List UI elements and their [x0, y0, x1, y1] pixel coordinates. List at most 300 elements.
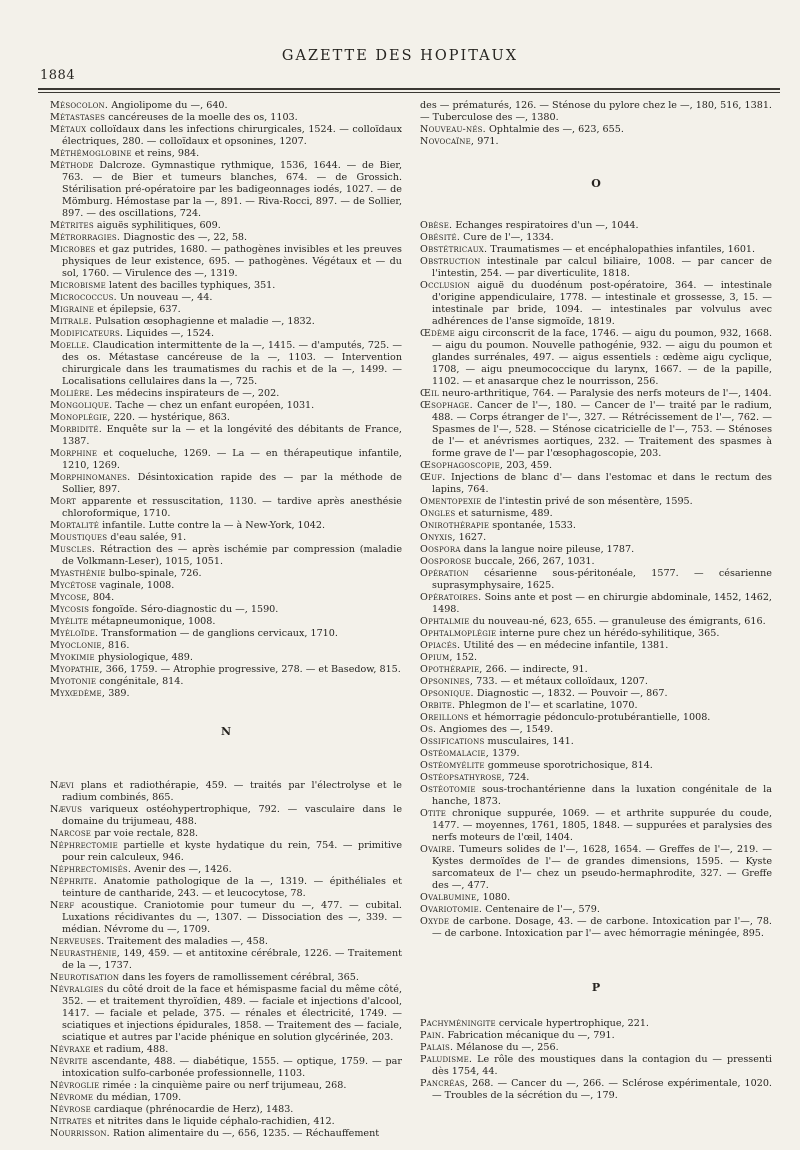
index-entry	[420, 652, 772, 664]
entry-text: aigu circonscrit de la face, 1746. — aigu du poumon, 932, 1668. — aigu du poumon. Nouvelle pathogénie, 932. — aigu du poumon et glandes surrénales, 497. — aigus essentiels : œdème aigu cyclique, 1708, — aigu pneumococcique du larynx, 1667. — de la papille, 1102. — et anasarque chez le nourrisson, 256.	[432, 328, 772, 387]
entry-text: aiguës syphilitiques, 609.	[96, 220, 221, 231]
entry-headword: Ongles	[420, 508, 456, 519]
index-entry	[50, 1080, 402, 1092]
index-entry	[420, 808, 772, 844]
entry-text: 1080.	[482, 892, 511, 903]
entry-text: Tumeurs solides de l'—, 1628, 1654. — Greffes de l'—, 219. — Kystes dermoïdes de l'— de grandes dimensions, 1595. — Kyste sarcomateux de l'— chez un pseudo-hermaphrodite, 327. — Greffe des —, 477.	[432, 844, 772, 891]
index-entry	[50, 972, 402, 984]
entry-headword: Myxœdème,	[50, 688, 106, 699]
header-rule-thin	[38, 92, 780, 93]
index-entry	[50, 664, 402, 676]
entry-headword: Myopathie,	[50, 664, 103, 675]
entry-text: spontanée, 1533.	[492, 520, 576, 531]
entry-text: métapneumonique, 1008.	[91, 616, 216, 627]
index-entry	[420, 592, 772, 616]
index-entry	[50, 1044, 402, 1056]
entry-headword: Pancréas,	[420, 1078, 469, 1089]
entry-text: des — prématurés, 126. — Sténose du pylore chez le —, 180, 516, 1381. — Tuberculose des —, 1380.	[420, 100, 772, 123]
entry-text: interne pure chez un hérédo-syhilitique, 365.	[499, 628, 720, 639]
entry-text: du côté droit de la face et hémispasme facial du même côté, 352. — et traitement thyroïdien, 489. — faciale et injections d'alcool, 1417. — faciale et pelade, 375. — rénales et électricité, 1749. — sciatiques et injections épidurales, 1858. — Traitement des — faciale, sciatique et autres par l'acide phénique en solution glycérinée, 203.	[62, 984, 402, 1043]
entry-text: fongoïde. Séro-diagnostic du —, 1590.	[92, 604, 279, 615]
entry-text: Ration alimentaire du —, 656, 1235. — Réchauffement	[112, 1128, 380, 1139]
entry-headword: Névroglie	[50, 1080, 100, 1091]
entry-headword: Opération	[420, 568, 469, 579]
index-entry	[50, 160, 402, 220]
entry-headword: Ostéotomie	[420, 784, 476, 795]
entry-text: Ophtalmie des —, 623, 655.	[488, 124, 624, 135]
index-entry	[50, 592, 402, 604]
index-entry	[420, 124, 772, 136]
entry-text: 152.	[455, 652, 478, 663]
index-entry	[420, 544, 772, 556]
entry-headword: Morphinomanes.	[50, 472, 131, 483]
section-letter-n: N	[220, 725, 232, 738]
entry-headword: Otite	[420, 808, 447, 819]
index-entry	[420, 628, 772, 640]
index-entry	[420, 1030, 772, 1042]
entry-headword: Œsophage.	[420, 400, 473, 411]
entry-headword: Oospora	[420, 544, 461, 555]
entry-headword: Monoplégie,	[50, 412, 111, 423]
index-entry	[420, 1018, 772, 1030]
entry-headword: Neurotisation	[50, 972, 120, 983]
index-entry	[50, 984, 402, 1044]
entry-text: congénitale, 814.	[99, 676, 184, 687]
entry-headword: Méthémoglobine	[50, 148, 132, 159]
entry-text: Enquête sur la — et la longévité des débitants de France, 1387.	[62, 424, 402, 447]
entry-text: colloïdaux dans les infections chirurgicales, 1524. — colloïdaux électriques, 280. — colloïdaux et opsonines, 1207.	[62, 124, 402, 147]
index-entry	[420, 1078, 772, 1102]
index-entry	[420, 256, 772, 280]
entry-headword: Œsophagoscopie,	[420, 460, 504, 471]
entry-text: et saturnisme, 489.	[458, 508, 553, 519]
entry-text: du médian, 1709.	[96, 1092, 182, 1103]
entry-headword: Onyxis,	[420, 532, 456, 543]
entry-headword: Neurasthénie,	[50, 948, 121, 959]
entry-headword: Moustiques	[50, 532, 108, 543]
entry-headword: Os.	[420, 724, 437, 735]
index-entry	[420, 328, 772, 388]
entry-headword: Nævus	[50, 804, 83, 815]
entry-text: 220. — hystérique, 863.	[113, 412, 230, 423]
entry-headword: Micrococcus.	[50, 292, 117, 303]
index-entry	[50, 1128, 402, 1140]
index-entry	[50, 936, 402, 948]
index-entry	[50, 876, 402, 900]
entry-text: et hémorragie pédonculo-protubérantielle, 1008.	[471, 712, 711, 723]
entry-headword: Molière.	[50, 388, 94, 399]
index-entry	[50, 232, 402, 244]
index-entry	[420, 712, 772, 724]
index-entry	[50, 520, 402, 532]
entry-headword: Ostéomyélite	[420, 760, 485, 771]
entry-headword: Métaux	[50, 124, 87, 135]
entry-text: 1379.	[492, 748, 520, 759]
entry-headword: Opératoires.	[420, 592, 482, 603]
index-entry	[50, 148, 402, 160]
entry-headword: Métrorragies.	[50, 232, 121, 243]
index-entry	[50, 472, 402, 496]
entry-headword: Moelle.	[50, 340, 90, 351]
entry-headword: Ostéopsathyrose,	[420, 772, 505, 783]
entry-text: Angiomes des —, 1549.	[439, 724, 554, 735]
entry-headword: Opsonines,	[420, 676, 474, 687]
index-entry	[420, 640, 772, 652]
entry-text: variqueux ostéohypertrophique, 792. — vasculaire dans le domaine du trijumeau, 488.	[62, 804, 402, 827]
entry-headword: Œdème	[420, 328, 455, 339]
entry-text: Phlegmon de l'— et scarlatine, 1070.	[458, 700, 638, 711]
entry-text: intestinale par calcul biliaire, 1008. — par cancer de l'intestin, 254. — par diverticulite, 1818.	[432, 256, 772, 279]
entry-text: Diagnostic —, 1832. — Pouvoir —, 867.	[476, 688, 668, 699]
index-entry	[420, 232, 772, 244]
entry-text: Tache — chez un enfant européen, 1031.	[115, 400, 315, 411]
index-entry	[50, 652, 402, 664]
index-entry	[420, 508, 772, 520]
entry-headword: Œuf.	[420, 472, 446, 483]
entry-text: Centenaire de l'—, 579.	[485, 904, 600, 915]
entry-headword: Mycétose	[50, 580, 97, 591]
entry-text: Anatomie pathologique de la —, 1319. — épithéliales et teinture de cantharide, 243. — et leucocytose, 78.	[62, 876, 402, 899]
entry-headword: Opium,	[420, 652, 453, 663]
entry-headword: Ossifications	[420, 736, 485, 747]
index-entry	[420, 136, 772, 148]
right-column	[420, 100, 772, 1102]
entry-headword: Occlusion	[420, 280, 470, 291]
index-entry	[50, 780, 402, 804]
entry-text: Le rôle des moustiques dans la contagion du — pressenti dès 1754, 44.	[432, 1054, 772, 1077]
entry-headword: Mortalité	[50, 520, 100, 531]
index-entry	[50, 544, 402, 568]
index-entry	[50, 424, 402, 448]
section-letter-p: P	[591, 981, 601, 994]
entry-text: Injections de blanc d'— dans l'estomac et dans le rectum des lapins, 764.	[432, 472, 772, 495]
entry-headword: Nouveau-nés.	[420, 124, 486, 135]
entry-headword: Ovaire.	[420, 844, 456, 855]
entry-headword: Microbes	[50, 244, 96, 255]
entry-text: et reins, 984.	[134, 148, 200, 159]
entry-headword: Omentopexie	[420, 496, 482, 507]
index-entry	[50, 1104, 402, 1116]
entry-text: et coqueluche, 1269. — La — en thérapeutique infantile, 1210, 1269.	[62, 448, 402, 471]
entry-headword: Paludisme.	[420, 1054, 473, 1065]
index-entry	[50, 112, 402, 124]
entry-text: Rétraction des — après ischémie par compression (maladie de Volkmann-Leser), 1015, 1051.	[62, 544, 402, 567]
entry-headword: Obèse.	[420, 220, 453, 231]
entry-headword: Névrite	[50, 1056, 88, 1067]
entry-text: rimée : la cinquième paire ou nerf trijumeau, 268.	[102, 1080, 347, 1091]
page-number: 1884	[40, 68, 76, 83]
entry-headword: Névralgies	[50, 984, 104, 995]
entry-headword: Migraine	[50, 304, 95, 315]
entry-headword: Ovalbumine,	[420, 892, 480, 903]
index-entry	[420, 688, 772, 700]
entry-headword: Myéloïde.	[50, 628, 99, 639]
entry-headword: Mycose,	[50, 592, 90, 603]
index-entry	[420, 724, 772, 736]
entry-headword: Mitrale.	[50, 316, 92, 327]
index-entry	[50, 840, 402, 864]
index-entry	[420, 772, 772, 784]
entry-text: aiguë du duodénum post-opératoire, 364. — intestinale d'origine appendiculaire, 1778. — intestinale et grossesse, 3, 15. — intestinale par bride, 1094. — intestinales par volvulus avec adhérences de l'anse sigmoïde, 1819.	[432, 280, 772, 327]
entry-headword: Myokimie	[50, 652, 95, 663]
left-column	[50, 100, 402, 1140]
entry-headword: Œil	[420, 388, 439, 399]
entry-headword: Nerf	[50, 900, 75, 911]
index-entry	[420, 400, 772, 460]
index-entry	[420, 736, 772, 748]
entry-text: Pulsation œsophagienne et maladie —, 1832.	[95, 316, 315, 327]
index-entry	[50, 448, 402, 472]
entry-text: infantile. Lutte contre la — à New-York, 1042.	[102, 520, 326, 531]
entry-text: d'eau salée, 91.	[110, 532, 187, 543]
entry-headword: Névraxe	[50, 1044, 91, 1055]
entry-headword: Myélite	[50, 616, 89, 627]
index-entry	[50, 804, 402, 828]
entry-headword: Nourrisson.	[50, 1128, 110, 1139]
entry-text: Diagnostic des —, 22, 58.	[123, 232, 248, 243]
entry-text: Les médecins inspirateurs de —, 202.	[96, 388, 280, 399]
section-letter-o: O	[591, 177, 601, 190]
entry-headword: Néphrectomie	[50, 840, 118, 851]
entry-text: par voie rectale, 828.	[94, 828, 199, 839]
index-entry	[50, 412, 402, 424]
entry-text: et gaz putrides, 1680. — pathogènes invisibles et les preuves physiques de leur existence, 695. — pathogènes. Végétaux et — du sol, 1760. — Virulence des —, 1319.	[62, 244, 402, 279]
entry-headword: Oosporose	[420, 556, 472, 567]
entry-headword: Méthode	[50, 160, 94, 171]
entry-text: 724.	[507, 772, 530, 783]
index-entry	[50, 316, 402, 328]
index-entry	[50, 400, 402, 412]
entry-text: Transformation — de ganglions cervicaux, 1710.	[101, 628, 338, 639]
entry-headword: Ovariotomie.	[420, 904, 483, 915]
entry-headword: Opsonique.	[420, 688, 474, 699]
entry-headword: Muscles.	[50, 544, 96, 555]
entry-text: 266. — indirecte, 91.	[485, 664, 588, 675]
entry-headword: Mort	[50, 496, 77, 507]
entry-text: partielle et kyste hydatique du rein, 754. — primitive pour rein calculeux, 946.	[62, 840, 402, 863]
index-entry	[50, 864, 402, 876]
entry-headword: Ophtalmie	[420, 616, 470, 627]
entry-headword: Onirothérapie	[420, 520, 490, 531]
entry-text: Traitement des maladies —, 458.	[107, 936, 268, 947]
index-entry	[420, 556, 772, 568]
entry-text: neuro-arthritique, 764. — Paralysie des nerfs moteurs de l'—, 1404.	[442, 388, 772, 399]
entry-headword: Orbite.	[420, 700, 456, 711]
entry-headword: Mésocolon.	[50, 100, 109, 111]
entry-headword: Nerveuses.	[50, 936, 105, 947]
index-entry	[50, 244, 402, 280]
entry-headword: Nitrates	[50, 1116, 92, 1127]
index-entry	[50, 280, 402, 292]
entry-headword: Mycosis	[50, 604, 90, 615]
index-entry	[50, 220, 402, 232]
entry-text: Angiolipome du —, 640.	[111, 100, 228, 111]
index-entry	[50, 1092, 402, 1104]
entry-text: 268. — Cancer du —, 266. — Sclérose expérimentale, 1020. — Troubles de la sécrétion du —, 179.	[432, 1078, 772, 1101]
entry-text: bulbo-spinale, 726.	[108, 568, 202, 579]
entry-headword: Nævi	[50, 780, 75, 791]
index-entry	[50, 640, 402, 652]
entry-text: vaginale, 1008.	[99, 580, 175, 591]
index-entry	[50, 948, 402, 972]
entry-headword: Névrose	[50, 1104, 91, 1115]
index-entry	[50, 900, 402, 936]
index-entry	[420, 244, 772, 256]
entry-text: Liquides —, 1524.	[126, 328, 215, 339]
entry-text: apparente et ressuscitation, 1130. — tardive après anesthésie chloroformique, 1710.	[62, 496, 402, 519]
index-entry	[50, 568, 402, 580]
index-entry	[50, 580, 402, 592]
index-entry	[420, 520, 772, 532]
entry-text: et radium, 488.	[93, 1044, 169, 1055]
index-entry	[50, 124, 402, 148]
entry-headword: Pain.	[420, 1030, 445, 1041]
entry-headword: Métrites	[50, 220, 94, 231]
entry-headword: Métastases	[50, 112, 106, 123]
index-entry	[420, 700, 772, 712]
entry-text: Utilité des — en médecine infantile, 1381.	[463, 640, 669, 651]
entry-headword: Myotonie	[50, 676, 97, 687]
index-entry	[50, 532, 402, 544]
entry-text: 149, 459. — et antitoxine cérébrale, 1226. — Traitement de la —, 1737.	[62, 948, 402, 971]
index-entry	[50, 604, 402, 616]
index-entry	[420, 784, 772, 808]
entry-text: de carbone. Dosage, 43. — de carbone. Intoxication par l'—, 78. — de carbone. Intoxication par l'— avec hémorragie méningée, 895.	[432, 916, 772, 939]
entry-headword: Microbisme	[50, 280, 106, 291]
index-entry	[420, 904, 772, 916]
index-entry	[420, 388, 772, 400]
entry-text: 733. — et métaux colloïdaux, 1207.	[476, 676, 648, 687]
entry-text: Echanges respiratoires d'un —, 1044.	[455, 220, 639, 231]
entry-text: Désintoxication rapide des — par la méthode de Sollier, 897.	[62, 472, 402, 495]
entry-text: latent des bacilles typhiques, 351.	[109, 280, 276, 291]
index-entry	[420, 664, 772, 676]
entry-text: Avenir des —, 1426.	[134, 864, 232, 875]
index-entry	[420, 760, 772, 772]
entry-text: Cure de l'—, 1334.	[463, 232, 554, 243]
index-entry	[50, 388, 402, 400]
entry-text: physiologique, 489.	[97, 652, 193, 663]
entry-text: Cancer de l'—, 180. — Cancer de l'— traité par le radium, 488. — Corps étranger de l'—, 327. — Rétrécissement de l'—, 762. — Spasmes de l'—, 528. — Sténose cicatricielle de l'—, 753. — Sténoses de l'— et anévrismes aortiques, 232. — Traitement des spasmes à forme grave de l'— par l'œsophagoscopie, 203.	[432, 400, 772, 459]
index-entry	[50, 628, 402, 640]
index-entry	[50, 688, 402, 700]
entry-headword: Modificateurs.	[50, 328, 124, 339]
index-entry	[50, 1116, 402, 1128]
entry-text: Traumatismes — et encéphalopathies infantiles, 1601.	[490, 244, 756, 255]
index-entry	[50, 828, 402, 840]
entry-headword: Obstruction	[420, 256, 481, 267]
index-entry	[420, 892, 772, 904]
entry-text: Un nouveau —, 44.	[119, 292, 213, 303]
index-entry	[420, 460, 772, 472]
entry-text: chronique suppurée, 1069. — et arthrite suppurée du coude, 1477. — moyennes, 1761, 1805, 1848. — suppurées et paralysies des nerfs moteurs de l'œil, 1404.	[432, 808, 772, 843]
entry-headword: Mongolique.	[50, 400, 113, 411]
index-entry	[420, 532, 772, 544]
index-entry	[50, 100, 402, 112]
entry-headword: Pachyméningite	[420, 1018, 496, 1029]
entry-text: dans les foyers de ramollissement cérébral, 365.	[122, 972, 359, 983]
entry-text: et nitrites dans le liquide céphalo-rachidien, 412.	[95, 1116, 335, 1127]
index-entry	[420, 280, 772, 328]
entry-headword: Néphrite.	[50, 876, 97, 887]
entry-headword: Morphine	[50, 448, 98, 459]
index-entry	[420, 472, 772, 496]
index-entry	[420, 1054, 772, 1078]
entry-text: césarienne sous-péritonéale, 1577. — césarienne suprasymphysaire, 1625.	[432, 568, 772, 591]
index-entry	[420, 1042, 772, 1054]
index-entry	[420, 916, 772, 940]
entry-text: 971.	[477, 136, 499, 147]
entry-headword: Novocaïne,	[420, 136, 475, 147]
entry-text: cervicale hypertrophique, 221.	[498, 1018, 649, 1029]
entry-text: 804.	[92, 592, 115, 603]
entry-headword: Narcose	[50, 828, 92, 839]
entry-text: Mélanose du —, 256.	[456, 1042, 559, 1053]
index-entry	[420, 220, 772, 232]
index-entry	[50, 328, 402, 340]
entry-headword: Opothérapie,	[420, 664, 483, 675]
entry-headword: Ostéomalacie,	[420, 748, 489, 759]
index-entry	[50, 304, 402, 316]
index-entry	[420, 496, 772, 508]
entry-text: cancéreuses de la moelle des os, 1103.	[108, 112, 298, 123]
index-entry	[420, 568, 772, 592]
entry-text: plans et radiothérapie, 459. — traités par l'électrolyse et le radium combinés, 865.	[62, 780, 402, 803]
index-entry	[420, 748, 772, 760]
entry-text: de l'intestin privé de son mésentère, 1595.	[484, 496, 693, 507]
index-entry	[420, 100, 772, 124]
index-entry	[50, 292, 402, 304]
index-entry	[50, 1056, 402, 1080]
entry-text: Soins ante et post — en chirurgie abdominale, 1452, 1462, 1498.	[432, 592, 772, 615]
index-entry	[50, 340, 402, 388]
entry-headword: Névrome	[50, 1092, 94, 1103]
entry-text: Claudication intermittente de la —, 1415. — d'amputés, 725. — des os. Métastase cancéreuse de la —, 1103. — Intervention chirurgicale dans les traumatismes du rachis et de la —, 1499. — Localisations cellulaires dans la —, 725.	[62, 340, 402, 387]
entry-text: 366, 1759. — Atrophie progressive, 278. — et Basedow, 815.	[105, 664, 401, 675]
index-entry	[420, 844, 772, 892]
header-rule-thick	[38, 88, 780, 90]
entry-text: musculaires, 141.	[487, 736, 574, 747]
entry-headword: Ophtalmoplégie	[420, 628, 497, 639]
entry-text: buccale, 266, 267, 1031.	[474, 556, 595, 567]
entry-text: 816.	[108, 640, 130, 651]
entry-text: sous-trochantérienne dans la luxation congénitale de la hanche, 1873.	[432, 784, 772, 807]
entry-text: Fabrication mécanique du —, 791.	[447, 1030, 615, 1041]
entry-headword: Opiacés.	[420, 640, 461, 651]
entry-text: du nouveau-né, 623, 655. — granuleuse des émigrants, 616.	[472, 616, 766, 627]
entry-text: acoustique. Craniotomie pour tumeur du —, 477. — cubital. Luxations récidivantes du —, 1307. — Dissociation des —, 339. — médian. Névrome du —, 1709.	[62, 900, 402, 935]
entry-text: 203, 459.	[506, 460, 553, 471]
index-entry	[420, 676, 772, 688]
entry-headword: Néphrectomisés.	[50, 864, 132, 875]
entry-headword: Oxyde	[420, 916, 450, 927]
entry-text: et épilepsie, 637.	[97, 304, 181, 315]
entry-headword: Palais.	[420, 1042, 454, 1053]
entry-text: dans la langue noire pileuse, 1787.	[463, 544, 635, 555]
entry-headword: Oreillons	[420, 712, 469, 723]
entry-text: Dalcroze. Gymnastique rythmique, 1536, 1644. — de Bier, 763. — de Bier et tumeurs blanches, 674. — de Grossich. Stérilisation pré-opératoire par les badigeonnages iodés, 1027. — de Mömburg. Hémostase par la —, 891. — Riva-Rocci, 897. — de Sollier, 897. — des oscillations, 724.	[62, 160, 402, 219]
entry-headword: Obstétricaux.	[420, 244, 488, 255]
entry-text: 389.	[108, 688, 130, 699]
index-entry	[50, 676, 402, 688]
entry-text: ascendante, 488. — diabétique, 1555. — optique, 1759. — par intoxication sulfo-carbonée professionnelle, 1103.	[62, 1056, 402, 1079]
entry-headword: Myasthénie	[50, 568, 106, 579]
entry-headword: Myoclonie,	[50, 640, 105, 651]
entry-text: cardiaque (phrénocardie de Herz), 1483.	[93, 1104, 294, 1115]
entry-headword: Obésité.	[420, 232, 461, 243]
running-head: GAZETTE DES HOPITAUX	[281, 48, 519, 64]
entry-headword: Morbidité.	[50, 424, 102, 435]
